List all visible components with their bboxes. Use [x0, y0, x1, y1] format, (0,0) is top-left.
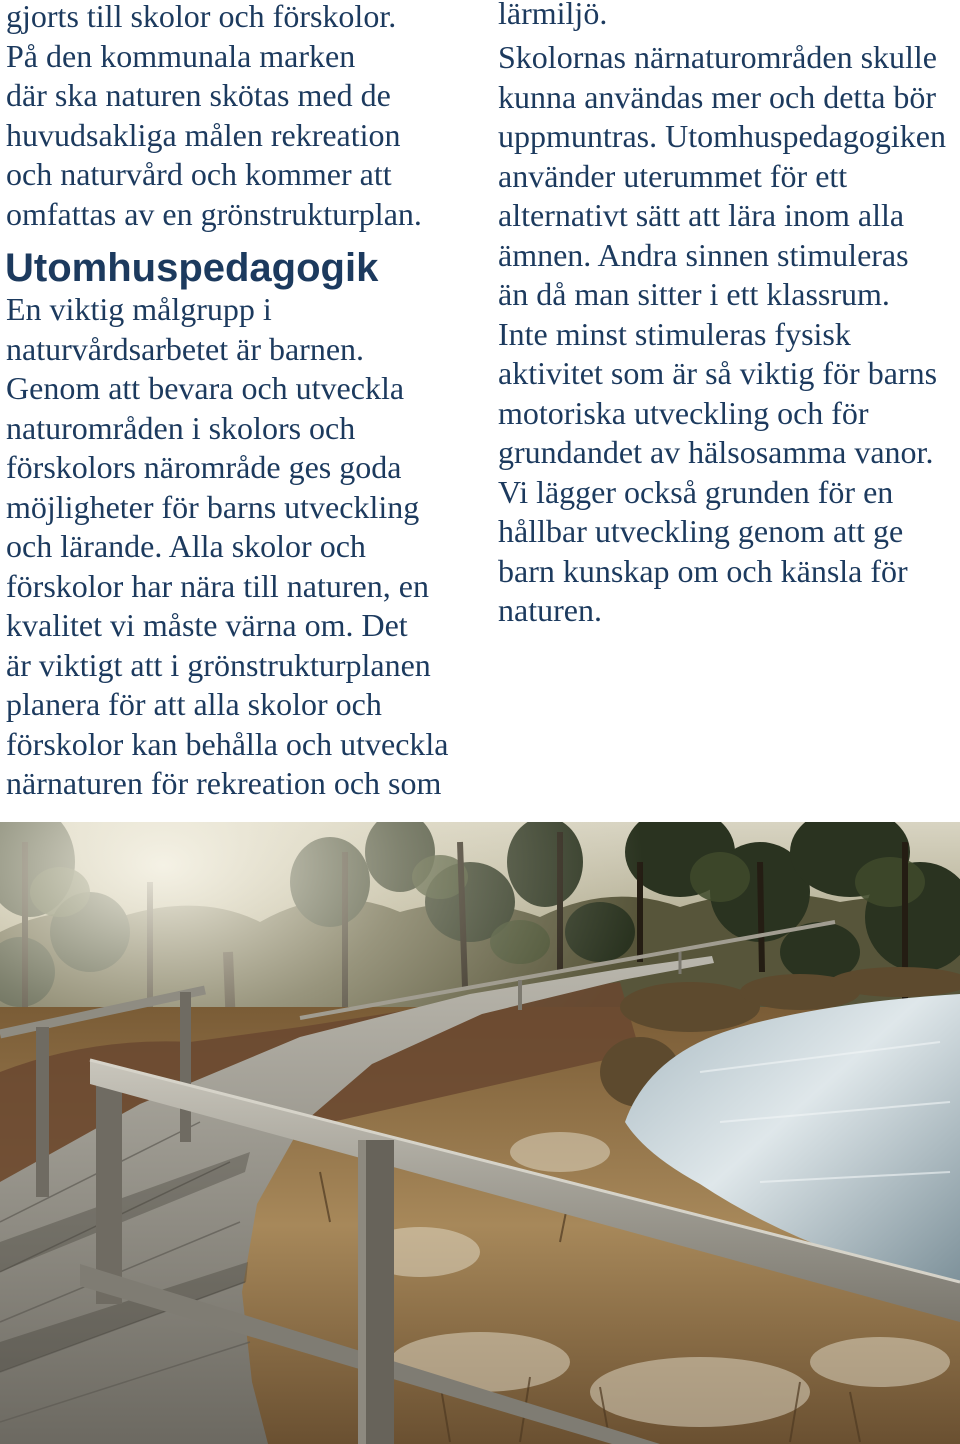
text-line: förskolors närområde ges goda	[6, 449, 402, 485]
text-line: barn kunskap om och känsla för	[498, 552, 908, 589]
section-heading: Utomhuspedagogik	[5, 246, 379, 290]
text-line: är viktigt att i grönstrukturplanen	[6, 646, 431, 683]
text-line: kvalitet vi måste värna om. Det	[6, 607, 408, 643]
right-column-continuation	[498, 0, 607, 34]
text-line: naturområden i skolors och	[6, 409, 356, 446]
text-line: Genom att bevara och utveckla	[6, 370, 405, 406]
text-line: gjorts till skolor och förskolor.	[6, 0, 397, 34]
text-line: grundandet av hälsosamma vanor.	[498, 434, 934, 470]
text-line: använder uterummet för ett	[498, 157, 848, 194]
text-line: En viktig målgrupp i	[6, 291, 272, 327]
text-line: aktivitet som är så viktig för barns	[498, 355, 938, 391]
left-column-body-paragraph	[6, 290, 449, 804]
photo-boardwalk-bog	[0, 822, 960, 1444]
text-line: än då man sitter i ett klassrum.	[498, 276, 890, 312]
text-line: planera för att alla skolor och	[6, 686, 382, 722]
photo-illustration	[0, 822, 960, 1444]
text-line: kunna användas mer och detta bör	[498, 78, 937, 115]
text-line: naturvårdsarbetet är barnen.	[6, 330, 365, 367]
text-line: Vi lägger också grunden för en	[498, 473, 894, 510]
text-line: naturen.	[498, 592, 602, 628]
text-line: motoriska utveckling och för	[498, 394, 869, 431]
text-line: Inte minst stimuleras fysisk	[498, 315, 851, 352]
text-line: och naturvård och kommer att	[6, 156, 392, 192]
text-line: huvudsakliga målen rekreation	[6, 116, 401, 153]
text-line: förskolor har nära till naturen, en	[6, 567, 429, 604]
text-line: omfattas av en grönstrukturplan.	[6, 195, 422, 232]
text-line: närnaturen för rekreation och som	[6, 765, 442, 801]
right-column-body-paragraph	[498, 38, 946, 631]
text-line: ämnen. Andra sinnen stimuleras	[498, 236, 909, 273]
text-line: uppmuntras. Utomhuspedagogiken	[498, 118, 946, 154]
text-line: där ska naturen skötas med de	[6, 77, 391, 113]
text-line: möjligheter för barns utveckling	[6, 488, 420, 525]
text-line: förskolor kan behålla och utveckla	[6, 725, 449, 762]
left-column-intro-paragraph	[6, 0, 422, 234]
text-line: Skolornas närnaturområden skulle	[498, 39, 937, 75]
text-line: lärmiljö.	[498, 0, 608, 31]
text-line: och lärande. Alla skolor och	[6, 528, 366, 564]
text-line: alternativt sätt att lära inom alla	[498, 197, 905, 233]
text-line: hållbar utveckling genom att ge	[498, 513, 904, 549]
text-line: På den kommunala marken	[6, 37, 356, 74]
